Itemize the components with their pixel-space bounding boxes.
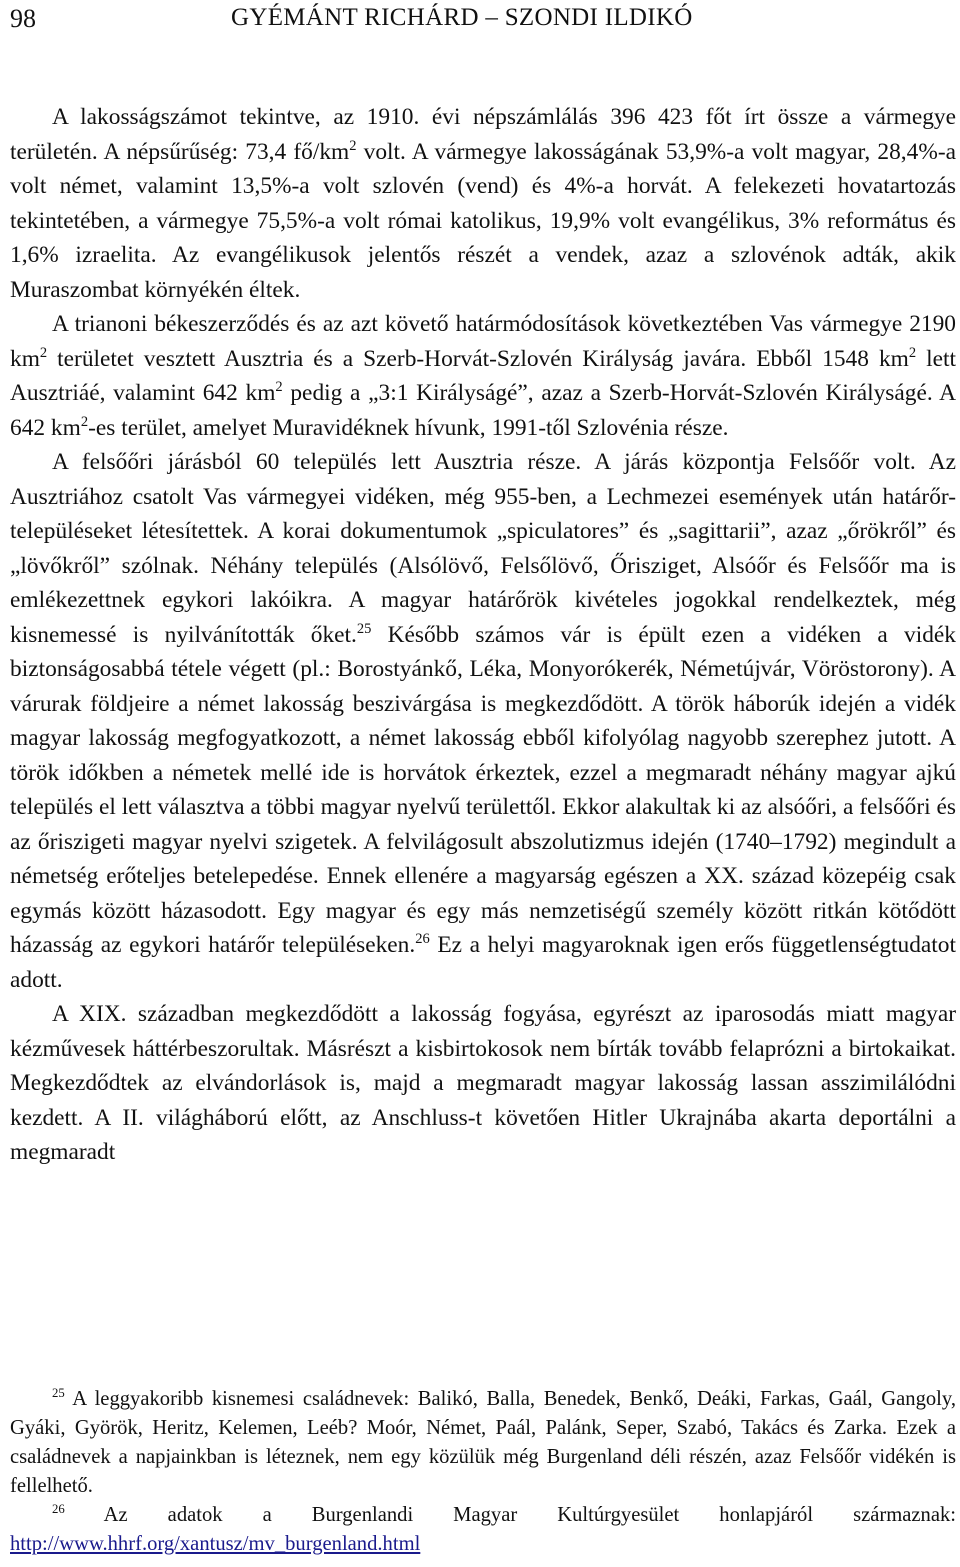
- superscript: 2: [275, 379, 283, 396]
- paragraph-population: A lakosságszámot tekintve, az 1910. évi népszámlálás 396 423 főt írt össze a vármegye területén. A népsűrűség: 73,4 $fő/km^2$ volt. A vármegye lakosságának 53,9%-a volt magyar, 28,4%-a volt német, valamint 13,5%-a volt szlovén (vend) és 4%-a horvát. A felekezeti hovatartozás tekintetében, a vármegye 75,5%-a volt római katolikus, 19,9% volt evangélikus, 3% református és 1,6% izraelita. Az evangélikusok jelentős részét a vendek, azaz a szlovénok adták, akik Muraszombat környékén éltek.: [10, 104, 956, 303]
- paragraph-trianon: A trianoni békeszerződés és az azt követő határmódosítások következtében Vas vármegye 2190 $km^2$ területet vesztett Ausztria és a Szerb-Horvát-Szlovén Királyság javára. Ebből 1548 $km^2$ lett Ausztriáé, valamint 642 $km^2$ pedig a „3:1 Királyságé”, azaz a Szerb-Horvát-Szlovén Királyságé. A 642 $km^2-es$ terület, amelyet Muravidéknek hívunk, 1991-től Szlovénia része.: [10, 311, 956, 441]
- running-head: GYÉMÁNT RICHÁRD – SZONDI ILDIKÓ: [231, 4, 693, 31]
- superscript: 2: [39, 344, 48, 361]
- footnote-ref-26[interactable]: 26: [415, 931, 430, 948]
- body-text: [10, 100, 956, 1170]
- page-header: [0, 0, 960, 40]
- superscript: 2: [908, 344, 917, 361]
- paragraph-xix-century: A XIX. században megkezdődött a lakosság fogyása, egyrészt az iparosodás miatt magyar kézművesek háttérbeszorultak. Másrészt a kisbirtokosok nem bírták tovább felaprózni a birtokaikat. Megkezdődtek az elvándorlások is, majd a megmaradt magyar lakosság lassan asszimilálódni kezdett. A II. világháború előtt, az Anschluss-t követően Hitler Ukrajnába akarta deportálni a megmaradt: [10, 1001, 956, 1165]
- footnote-number: 26: [52, 1502, 65, 1517]
- footnote-number: 25: [52, 1386, 65, 1401]
- footnote-26: $^{26}$ Az adatok a Burgenlandi Magyar Kultúrgyesület honlapjáról származnak: http://www.hhrf.org/xantusz/mv_burgenland.html: [10, 1502, 956, 1555]
- page-number: 98: [10, 4, 36, 33]
- paragraph-felsoor: A felsőőri járásból 60 település lett Ausztria része. A járás központja Felsőőr volt. Az Ausztriához csatolt Vas vármegyei vidéken, még 955-ben, a Lechmezei események után határőr-településeket létesítettek. A korai dokumentumok „spiculatores” és „sagittarii”, azaz „őrökről” és „lövőkről” szólnak. Néhány település (Alsólövő, Felsőlövő, Őrisziget, Alsóőr és Felsőőr ma is emlékezettnek egykori lakóikra. A magyar határőrök kivételes jogokkal rendelkeztek, még kisnemessé is nyilvánították őket.$^{25}$ Később számos vár is épült ezen a vidéken a vidék biztonságosabbá tétele végett (pl.: Borostyánkő, Léka, Monyorókerék, Németújvár, Vöröstorony). A várurak földjeire a német lakosság beszivárgása is megkezdődött. A török háborúk idején a vidék magyar lakosság megfogyatkozott, a német lakosság ebből kifolyólag nagyobb szerephez jutott. A török időkben a németek mellé ide is horvátok érkeztek, ezzel a megmaradt néhány magyar ajkú település el lett választva a többi magyar nyelvű területtől. Ekkor alakultak ki az alsóőri, a felsőőri és az őriszigeti magyar nyelvi szigetek. A felvilágosult abszolutizmus idején (1740–1792) megindult a németség erőteljes betelepedése. Ennek ellenére a magyarság egészen a XX. század közepéig csak egymás között házasodott. Egy magyar és egy más nemzetiségű személy között ritkán kötődött házasság az egykori határőr településeken.$^{26}$ Ez a helyi magyaroknak igen erős függetlenségtudatot adott.: [10, 449, 957, 993]
- superscript: 2: [80, 413, 89, 430]
- footnotes: [10, 1385, 956, 1559]
- footnote-ref-25[interactable]: 25: [356, 620, 372, 637]
- superscript: 2: [349, 137, 357, 154]
- source-link[interactable]: http://www.hhrf.org/xantusz/mv_burgenland.html: [10, 1533, 421, 1555]
- footnote-25: $^{25}$ A leggyakoribb kisnemesi családnevek: Balikó, Balla, Benedek, Benkő, Deáki, Farkas, Gaál, Gangoly, Gyáki, Györök, Heritz, Kelemen, Leéb? Moór, Német, Paál, Palánk, Seper, Szabó, Takács és Zarka. Ezek a családnevek a napjainkban is léteznek, nem egy közülük még Burgenland déli részén, azaz Felsőőr vidékén is fellelhető.: [10, 1386, 956, 1497]
